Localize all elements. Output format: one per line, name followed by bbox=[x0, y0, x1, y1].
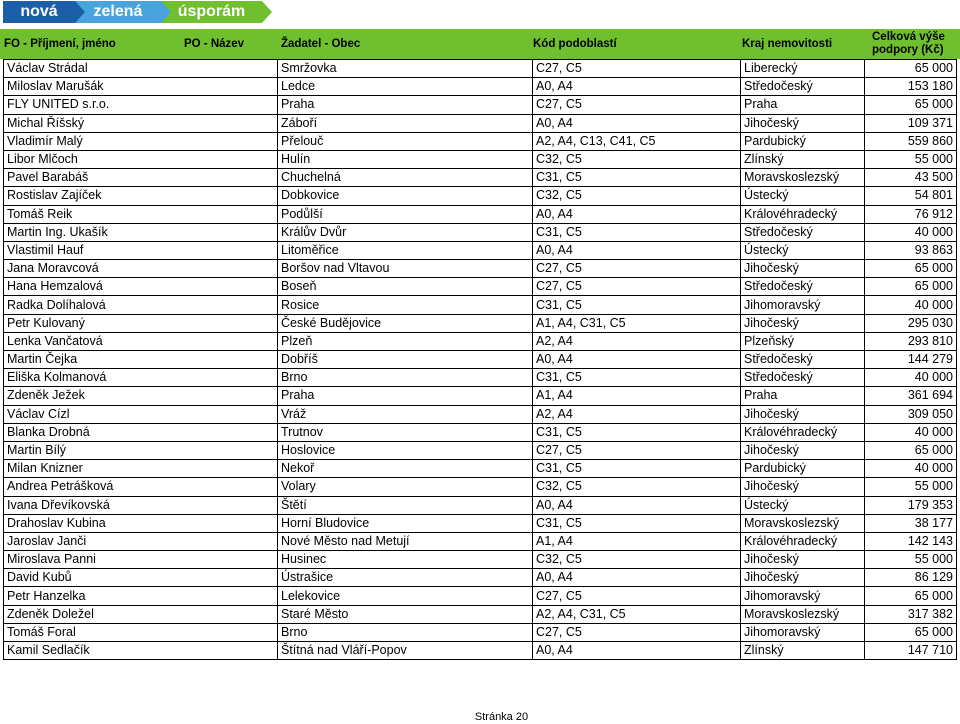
region-cell: Jihočeský bbox=[741, 260, 865, 278]
amount-cell: 65 000 bbox=[865, 278, 957, 296]
municipality-cell: Štítná nad Vláří-Popov bbox=[278, 642, 533, 660]
subarea-code-cell: A2, A4, C31, C5 bbox=[533, 605, 741, 623]
header-po-name: PO - Název bbox=[184, 38, 245, 50]
region-cell: Středočeský bbox=[741, 369, 865, 387]
applicant-name-cell: FLY UNITED s.r.o. bbox=[4, 96, 278, 114]
region-cell: Pardubický bbox=[741, 132, 865, 150]
region-cell: Jihočeský bbox=[741, 405, 865, 423]
applicant-name-cell: Martin Bílý bbox=[4, 441, 278, 459]
applicant-name-cell: Vladimír Malý bbox=[4, 132, 278, 150]
amount-cell: 147 710 bbox=[865, 642, 957, 660]
applicant-name-cell: Rostislav Zajíček bbox=[4, 187, 278, 205]
table-row bbox=[4, 187, 957, 205]
subarea-code-cell: C27, C5 bbox=[533, 587, 741, 605]
applicant-name-cell: Tomáš Foral bbox=[4, 623, 278, 641]
municipality-cell: Lelekovice bbox=[278, 587, 533, 605]
applicant-name-cell: Vlastimil Hauf bbox=[4, 241, 278, 259]
applicant-name-cell: Miloslav Marušák bbox=[4, 78, 278, 96]
region-cell: Jihomoravský bbox=[741, 623, 865, 641]
table-row bbox=[4, 569, 957, 587]
table-header bbox=[0, 29, 960, 59]
municipality-cell: Husinec bbox=[278, 551, 533, 569]
municipality-cell: Horní Bludovice bbox=[278, 514, 533, 532]
amount-cell: 40 000 bbox=[865, 423, 957, 441]
subarea-code-cell: C31, C5 bbox=[533, 514, 741, 532]
applicant-name-cell: Lenka Vančatová bbox=[4, 332, 278, 350]
municipality-cell: Litoměřice bbox=[278, 241, 533, 259]
subarea-code-cell: A1, A4 bbox=[533, 387, 741, 405]
subarea-code-cell: C31, C5 bbox=[533, 169, 741, 187]
municipality-cell: Boseň bbox=[278, 278, 533, 296]
amount-cell: 109 371 bbox=[865, 114, 957, 132]
municipality-cell: Králův Dvůr bbox=[278, 223, 533, 241]
applicant-name-cell: Tomáš Reik bbox=[4, 205, 278, 223]
municipality-cell: Hulín bbox=[278, 150, 533, 168]
municipality-cell: Brno bbox=[278, 369, 533, 387]
region-cell: Středočeský bbox=[741, 223, 865, 241]
subarea-code-cell: A0, A4 bbox=[533, 569, 741, 587]
region-cell: Středočeský bbox=[741, 351, 865, 369]
amount-cell: 559 860 bbox=[865, 132, 957, 150]
subarea-code-cell: C32, C5 bbox=[533, 478, 741, 496]
header-applicant-municipality: Žadatel - Obec bbox=[281, 38, 361, 50]
header-total-support-line1: Celková výše bbox=[872, 31, 945, 43]
support-table-body bbox=[4, 60, 957, 660]
region-cell: Jihočeský bbox=[741, 314, 865, 332]
region-cell: Praha bbox=[741, 96, 865, 114]
table-row bbox=[4, 114, 957, 132]
table-row bbox=[4, 205, 957, 223]
amount-cell: 153 180 bbox=[865, 78, 957, 96]
amount-cell: 65 000 bbox=[865, 587, 957, 605]
subarea-code-cell: C32, C5 bbox=[533, 551, 741, 569]
logo-segment-usporam: úsporám bbox=[161, 1, 262, 23]
region-cell: Moravskoslezský bbox=[741, 169, 865, 187]
municipality-cell: Přelouč bbox=[278, 132, 533, 150]
amount-cell: 40 000 bbox=[865, 460, 957, 478]
applicant-name-cell: Václav Cízl bbox=[4, 405, 278, 423]
applicant-name-cell: Eliška Kolmanová bbox=[4, 369, 278, 387]
table-row bbox=[4, 96, 957, 114]
subarea-code-cell: C31, C5 bbox=[533, 296, 741, 314]
municipality-cell: Dobříš bbox=[278, 351, 533, 369]
municipality-cell: České Budějovice bbox=[278, 314, 533, 332]
support-table bbox=[3, 59, 957, 660]
amount-cell: 93 863 bbox=[865, 241, 957, 259]
applicant-name-cell: Michal Říšský bbox=[4, 114, 278, 132]
region-cell: Jihočeský bbox=[741, 478, 865, 496]
amount-cell: 55 000 bbox=[865, 150, 957, 168]
municipality-cell: Ledce bbox=[278, 78, 533, 96]
subarea-code-cell: C32, C5 bbox=[533, 150, 741, 168]
region-cell: Liberecký bbox=[741, 60, 865, 78]
municipality-cell: Brno bbox=[278, 623, 533, 641]
amount-cell: 54 801 bbox=[865, 187, 957, 205]
region-cell: Zlínský bbox=[741, 150, 865, 168]
subarea-code-cell: A2, A4, C13, C41, C5 bbox=[533, 132, 741, 150]
municipality-cell: Boršov nad Vltavou bbox=[278, 260, 533, 278]
table-row bbox=[4, 369, 957, 387]
subarea-code-cell: C27, C5 bbox=[533, 441, 741, 459]
amount-cell: 40 000 bbox=[865, 223, 957, 241]
table-row bbox=[4, 405, 957, 423]
amount-cell: 295 030 bbox=[865, 314, 957, 332]
table-row bbox=[4, 423, 957, 441]
subarea-code-cell: C27, C5 bbox=[533, 260, 741, 278]
applicant-name-cell: Andrea Petrášková bbox=[4, 478, 278, 496]
table-row bbox=[4, 532, 957, 550]
logo-segment-nova: nová bbox=[3, 1, 75, 23]
applicant-name-cell: Jaroslav Janči bbox=[4, 532, 278, 550]
municipality-cell: Volary bbox=[278, 478, 533, 496]
applicant-name-cell: Libor Mlčoch bbox=[4, 150, 278, 168]
subarea-code-cell: C31, C5 bbox=[533, 460, 741, 478]
amount-cell: 40 000 bbox=[865, 369, 957, 387]
amount-cell: 361 694 bbox=[865, 387, 957, 405]
table-row bbox=[4, 551, 957, 569]
region-cell: Pardubický bbox=[741, 460, 865, 478]
region-cell: Jihočeský bbox=[741, 114, 865, 132]
region-cell: Zlínský bbox=[741, 642, 865, 660]
region-cell: Jihomoravský bbox=[741, 296, 865, 314]
table-row bbox=[4, 314, 957, 332]
subarea-code-cell: C27, C5 bbox=[533, 60, 741, 78]
region-cell: Ústecký bbox=[741, 241, 865, 259]
municipality-cell: Smržovka bbox=[278, 60, 533, 78]
municipality-cell: Ústrašice bbox=[278, 569, 533, 587]
municipality-cell: Staré Město bbox=[278, 605, 533, 623]
municipality-cell: Záboří bbox=[278, 114, 533, 132]
header-subarea-code: Kód podoblastí bbox=[533, 38, 617, 50]
amount-cell: 40 000 bbox=[865, 296, 957, 314]
table-row bbox=[4, 278, 957, 296]
amount-cell: 142 143 bbox=[865, 532, 957, 550]
municipality-cell: Vráž bbox=[278, 405, 533, 423]
subarea-code-cell: A0, A4 bbox=[533, 78, 741, 96]
municipality-cell: Trutnov bbox=[278, 423, 533, 441]
amount-cell: 76 912 bbox=[865, 205, 957, 223]
table-row bbox=[4, 241, 957, 259]
applicant-name-cell: Pavel Barabáš bbox=[4, 169, 278, 187]
subarea-code-cell: A0, A4 bbox=[533, 642, 741, 660]
municipality-cell: Štětí bbox=[278, 496, 533, 514]
region-cell: Jihomoravský bbox=[741, 587, 865, 605]
applicant-name-cell: Václav Strádal bbox=[4, 60, 278, 78]
applicant-name-cell: David Kubů bbox=[4, 569, 278, 587]
applicant-name-cell: Zdeněk Ježek bbox=[4, 387, 278, 405]
municipality-cell: Praha bbox=[278, 96, 533, 114]
region-cell: Středočeský bbox=[741, 78, 865, 96]
subarea-code-cell: A2, A4 bbox=[533, 332, 741, 350]
table-row bbox=[4, 642, 957, 660]
applicant-name-cell: Radka Dolíhalová bbox=[4, 296, 278, 314]
amount-cell: 55 000 bbox=[865, 478, 957, 496]
applicant-name-cell: Petr Kulovaný bbox=[4, 314, 278, 332]
municipality-cell: Praha bbox=[278, 387, 533, 405]
subarea-code-cell: A1, A4 bbox=[533, 532, 741, 550]
subarea-code-cell: C31, C5 bbox=[533, 223, 741, 241]
subarea-code-cell: A0, A4 bbox=[533, 496, 741, 514]
table-row bbox=[4, 478, 957, 496]
amount-cell: 65 000 bbox=[865, 623, 957, 641]
table-row bbox=[4, 387, 957, 405]
header-property-region: Kraj nemovitosti bbox=[742, 38, 833, 50]
subarea-code-cell: A1, A4, C31, C5 bbox=[533, 314, 741, 332]
applicant-name-cell: Hana Hemzalová bbox=[4, 278, 278, 296]
amount-cell: 86 129 bbox=[865, 569, 957, 587]
subarea-code-cell: C27, C5 bbox=[533, 623, 741, 641]
applicant-name-cell: Kamil Sedlačík bbox=[4, 642, 278, 660]
region-cell: Královéhradecký bbox=[741, 532, 865, 550]
table-row bbox=[4, 496, 957, 514]
applicant-name-cell: Drahoslav Kubina bbox=[4, 514, 278, 532]
applicant-name-cell: Martin Ing. Ukašík bbox=[4, 223, 278, 241]
applicant-name-cell: Zdeněk Doležel bbox=[4, 605, 278, 623]
subarea-code-cell: A0, A4 bbox=[533, 114, 741, 132]
table-row bbox=[4, 514, 957, 532]
region-cell: Ústecký bbox=[741, 496, 865, 514]
municipality-cell: Dobkovice bbox=[278, 187, 533, 205]
page-number: Stránka 20 bbox=[474, 711, 529, 723]
municipality-cell: Chuchelná bbox=[278, 169, 533, 187]
logo-segment-zelena: zelená bbox=[75, 1, 161, 23]
applicant-name-cell: Milan Knizner bbox=[4, 460, 278, 478]
amount-cell: 65 000 bbox=[865, 441, 957, 459]
region-cell: Jihočeský bbox=[741, 569, 865, 587]
applicant-name-cell: Jana Moravcová bbox=[4, 260, 278, 278]
region-cell: Jihočeský bbox=[741, 551, 865, 569]
subarea-code-cell: A2, A4 bbox=[533, 405, 741, 423]
amount-cell: 317 382 bbox=[865, 605, 957, 623]
municipality-cell: Podůlší bbox=[278, 205, 533, 223]
table-row bbox=[4, 351, 957, 369]
amount-cell: 65 000 bbox=[865, 60, 957, 78]
applicant-name-cell: Martin Čejka bbox=[4, 351, 278, 369]
table-row bbox=[4, 460, 957, 478]
region-cell: Moravskoslezský bbox=[741, 514, 865, 532]
table-row bbox=[4, 60, 957, 78]
region-cell: Jihočeský bbox=[741, 441, 865, 459]
amount-cell: 38 177 bbox=[865, 514, 957, 532]
region-cell: Ústecký bbox=[741, 187, 865, 205]
subarea-code-cell: C32, C5 bbox=[533, 187, 741, 205]
region-cell: Královéhradecký bbox=[741, 205, 865, 223]
table-row bbox=[4, 441, 957, 459]
region-cell: Královéhradecký bbox=[741, 423, 865, 441]
amount-cell: 43 500 bbox=[865, 169, 957, 187]
table-row bbox=[4, 296, 957, 314]
applicant-name-cell: Ivana Dřevíkovská bbox=[4, 496, 278, 514]
municipality-cell: Hoslovice bbox=[278, 441, 533, 459]
table-row bbox=[4, 78, 957, 96]
header-fo-name: FO - Příjmení, jméno bbox=[4, 38, 116, 50]
amount-cell: 65 000 bbox=[865, 260, 957, 278]
header-total-support bbox=[872, 29, 945, 59]
subarea-code-cell: C27, C5 bbox=[533, 278, 741, 296]
amount-cell: 144 279 bbox=[865, 351, 957, 369]
table-row bbox=[4, 587, 957, 605]
municipality-cell: Rosice bbox=[278, 296, 533, 314]
municipality-cell: Plzeň bbox=[278, 332, 533, 350]
table-row bbox=[4, 605, 957, 623]
table-row bbox=[4, 150, 957, 168]
amount-cell: 65 000 bbox=[865, 96, 957, 114]
amount-cell: 179 353 bbox=[865, 496, 957, 514]
region-cell: Praha bbox=[741, 387, 865, 405]
table-row bbox=[4, 623, 957, 641]
amount-cell: 309 050 bbox=[865, 405, 957, 423]
subarea-code-cell: C31, C5 bbox=[533, 423, 741, 441]
applicant-name-cell: Petr Hanzelka bbox=[4, 587, 278, 605]
table-row bbox=[4, 332, 957, 350]
subarea-code-cell: A0, A4 bbox=[533, 205, 741, 223]
region-cell: Moravskoslezský bbox=[741, 605, 865, 623]
subarea-code-cell: A0, A4 bbox=[533, 241, 741, 259]
subarea-code-cell: A0, A4 bbox=[533, 351, 741, 369]
nova-zelena-usporam-logo bbox=[3, 1, 262, 23]
amount-cell: 55 000 bbox=[865, 551, 957, 569]
header-total-support-line2: podpory (Kč) bbox=[872, 44, 944, 56]
subarea-code-cell: C31, C5 bbox=[533, 369, 741, 387]
table-row bbox=[4, 169, 957, 187]
table-row bbox=[4, 260, 957, 278]
municipality-cell: Nové Město nad Metují bbox=[278, 532, 533, 550]
table-row bbox=[4, 223, 957, 241]
applicant-name-cell: Blanka Drobná bbox=[4, 423, 278, 441]
municipality-cell: Nekoř bbox=[278, 460, 533, 478]
applicant-name-cell: Miroslava Panni bbox=[4, 551, 278, 569]
amount-cell: 293 810 bbox=[865, 332, 957, 350]
subarea-code-cell: C27, C5 bbox=[533, 96, 741, 114]
region-cell: Středočeský bbox=[741, 278, 865, 296]
table-row bbox=[4, 132, 957, 150]
region-cell: Plzeňský bbox=[741, 332, 865, 350]
